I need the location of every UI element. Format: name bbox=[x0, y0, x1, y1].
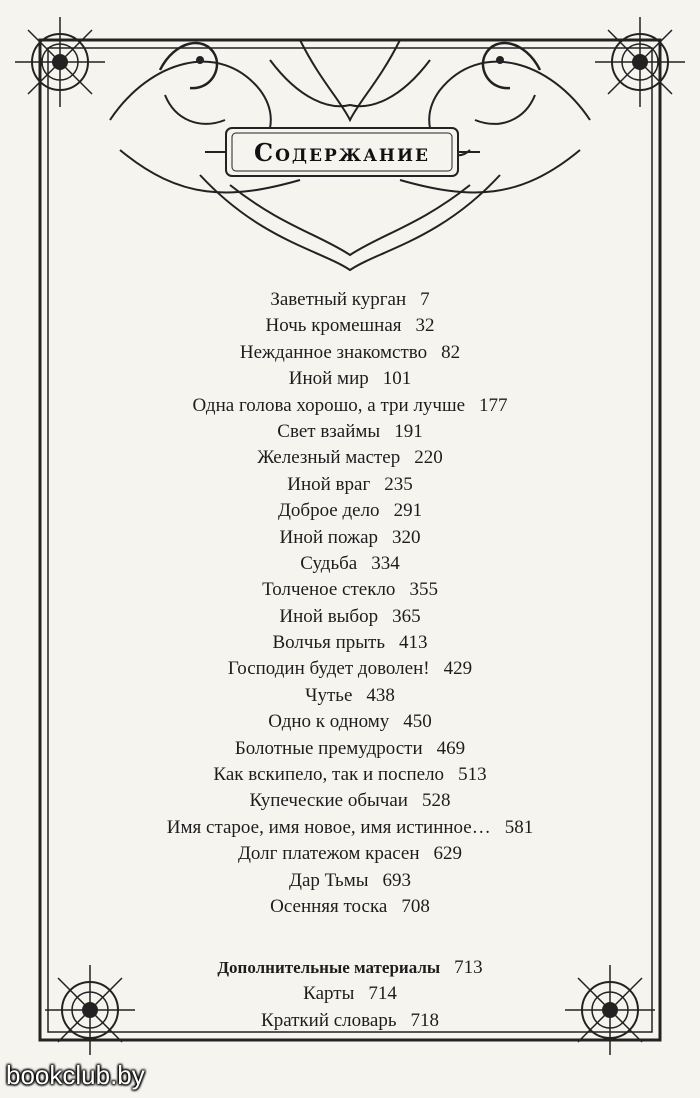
extras-title: Краткий словарь bbox=[261, 1009, 397, 1031]
toc-entry[interactable] bbox=[80, 472, 620, 498]
toc-entry[interactable] bbox=[80, 445, 620, 471]
toc-title: Имя старое, имя новое, имя истинное… bbox=[166, 816, 491, 838]
toc-page: 450 bbox=[403, 711, 432, 733]
extras-heading-page: 713 bbox=[454, 957, 483, 978]
extras-heading[interactable] bbox=[80, 955, 620, 981]
toc-title: Долг платежом красен bbox=[237, 843, 420, 865]
toc-entry[interactable] bbox=[80, 551, 620, 577]
toc-title: Дар Тьмы bbox=[288, 869, 369, 891]
watermark: bookclub.by bbox=[6, 1060, 145, 1090]
toc-title: Железный мастер bbox=[257, 447, 401, 469]
toc-page: 438 bbox=[366, 684, 395, 706]
toc-entry[interactable] bbox=[80, 313, 620, 339]
extras-title: Карты bbox=[303, 983, 355, 1005]
toc-entry[interactable] bbox=[80, 788, 620, 814]
toc-page: 513 bbox=[458, 764, 487, 786]
toc-title: Как вскипело, так и поспело bbox=[213, 764, 445, 786]
toc-page: 191 bbox=[394, 420, 423, 442]
toc-entry[interactable] bbox=[80, 762, 620, 788]
toc-entry[interactable] bbox=[80, 498, 620, 524]
toc-page: 235 bbox=[384, 473, 413, 495]
extras-entry[interactable] bbox=[80, 981, 620, 1007]
toc-page: 32 bbox=[415, 315, 435, 337]
toc-page: 528 bbox=[421, 790, 451, 812]
toc-title: Ночь кромешная bbox=[265, 315, 402, 337]
toc-entry[interactable] bbox=[80, 577, 620, 603]
toc-title: Доброе дело bbox=[277, 500, 380, 522]
toc-title: Иной мир bbox=[288, 368, 369, 390]
toc-title: Иной выбор bbox=[279, 605, 379, 627]
toc-title: Толченое стекло bbox=[262, 579, 396, 601]
toc-page: 365 bbox=[392, 605, 421, 627]
toc-page: 629 bbox=[433, 843, 463, 865]
toc-title: Одна голова хорошо, а три лучше bbox=[192, 394, 466, 416]
toc-page: 291 bbox=[393, 500, 423, 522]
toc-page: 320 bbox=[392, 526, 421, 548]
toc-title: Купеческие обычаи bbox=[249, 790, 408, 812]
toc-page: 413 bbox=[399, 632, 428, 654]
toc-page: 708 bbox=[401, 895, 430, 917]
page-title-text: Содержание bbox=[254, 137, 430, 167]
toc-entry[interactable] bbox=[80, 656, 620, 682]
toc-entry[interactable] bbox=[80, 340, 620, 366]
toc-page: 7 bbox=[420, 289, 430, 310]
page-title bbox=[232, 132, 452, 172]
toc-title: Осенняя тоска bbox=[270, 895, 388, 917]
toc-title: Господин будет доволен! bbox=[227, 658, 430, 680]
toc-title: Иной пожар bbox=[279, 526, 379, 548]
toc-page: 101 bbox=[382, 368, 412, 390]
toc-page: 177 bbox=[479, 394, 508, 416]
toc-entry[interactable] bbox=[80, 868, 620, 894]
toc-title: Судьба bbox=[300, 552, 358, 574]
toc-page: 220 bbox=[414, 447, 443, 469]
toc-entry[interactable] bbox=[80, 366, 620, 392]
toc-page: 355 bbox=[409, 579, 438, 601]
extras-heading-title: Дополнительные материалы bbox=[217, 958, 441, 977]
toc-page: 429 bbox=[443, 658, 473, 680]
toc-entry[interactable] bbox=[80, 894, 620, 920]
corner-rosette-top-right bbox=[595, 17, 685, 107]
toc-entry[interactable] bbox=[80, 393, 620, 419]
toc-title: Заветный курган bbox=[270, 289, 407, 310]
toc-title: Чутье bbox=[305, 684, 353, 706]
toc-page: 469 bbox=[436, 737, 466, 759]
toc-entry[interactable] bbox=[80, 841, 620, 867]
extras-section bbox=[80, 955, 620, 1034]
toc-title: Нежданное знакомство bbox=[239, 341, 428, 363]
toc-title: Болотные премудрости bbox=[234, 737, 423, 759]
toc-title: Свет взаймы bbox=[277, 420, 381, 442]
toc-title: Одно к одному bbox=[268, 711, 390, 733]
toc-entry[interactable] bbox=[80, 815, 620, 841]
toc-page: 693 bbox=[382, 869, 411, 891]
toc-entry[interactable] bbox=[80, 736, 620, 762]
toc-entry[interactable] bbox=[80, 630, 620, 656]
toc-title: Иной враг bbox=[287, 473, 371, 495]
toc-entry[interactable] bbox=[80, 419, 620, 445]
toc-page: 82 bbox=[441, 341, 461, 363]
toc-entry[interactable] bbox=[80, 287, 620, 313]
toc-entry[interactable] bbox=[80, 683, 620, 709]
extras-page: 714 bbox=[368, 983, 397, 1005]
toc-page: 334 bbox=[371, 552, 400, 574]
toc-entry[interactable] bbox=[80, 709, 620, 735]
toc-title: Волчья прыть bbox=[272, 632, 385, 654]
corner-rosette-top-left bbox=[15, 17, 105, 107]
extras-entry[interactable] bbox=[80, 1008, 620, 1034]
extras-page: 718 bbox=[410, 1009, 439, 1031]
table-of-contents bbox=[80, 287, 620, 920]
toc-entry[interactable] bbox=[80, 604, 620, 630]
toc-entry[interactable] bbox=[80, 525, 620, 551]
toc-page: 581 bbox=[504, 816, 534, 838]
